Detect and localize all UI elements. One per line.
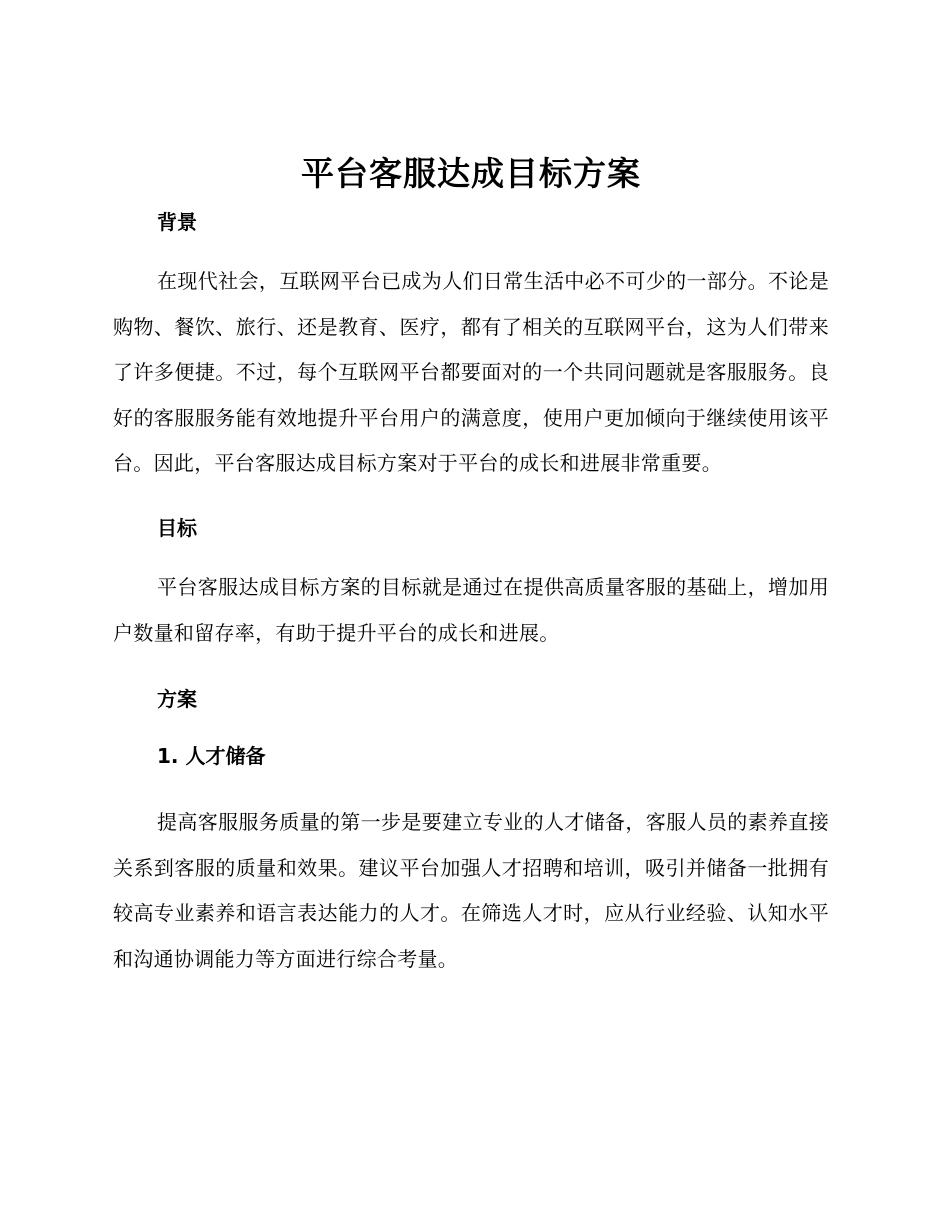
document-title: 平台客服达成目标方案 <box>301 154 641 193</box>
section-heading-background: 背景 <box>157 210 197 234</box>
document-page <box>113 150 829 983</box>
paragraph-background: 在现代社会，互联网平台已成为人们日常生活中必不可少的一部分。不论是购物、餐饮、旅行、还是教育、医疗，都有了相关的互联网平台，这为人们带来了许多便捷。不过，每个互联网平台都要面对的一个共同问题就是客服服务。良好的客服服务能有效地提升平台用户的满意度，使用户更加倾向于继续使用该平台。因此，平台客服达成目标方案对于平台的成长和进展非常重要。 <box>113 269 829 476</box>
section-heading-goal: 目标 <box>157 515 197 540</box>
paragraph-talent-reserve: 提高客服服务质量的第一步是要建立专业的人才储备，客服人员的素养直接关系到客服的质量和效果。建议平台加强人才招聘和培训，吸引并储备一批拥有较高专业素养和语言表达能力的人才。在筛选人才时，应从行业经验、认知水平和沟通协调能力等方面进行综合考量。 <box>113 810 829 971</box>
section-heading-plan: 方案 <box>157 687 197 712</box>
subsection-heading-talent-reserve: 1. 人才储备 <box>157 744 266 769</box>
paragraph-goal: 平台客服达成目标方案的目标就是通过在提供高质量客服的基础上，增加用户数量和留存率，有助于提升平台的成长和进展。 <box>113 574 829 645</box>
